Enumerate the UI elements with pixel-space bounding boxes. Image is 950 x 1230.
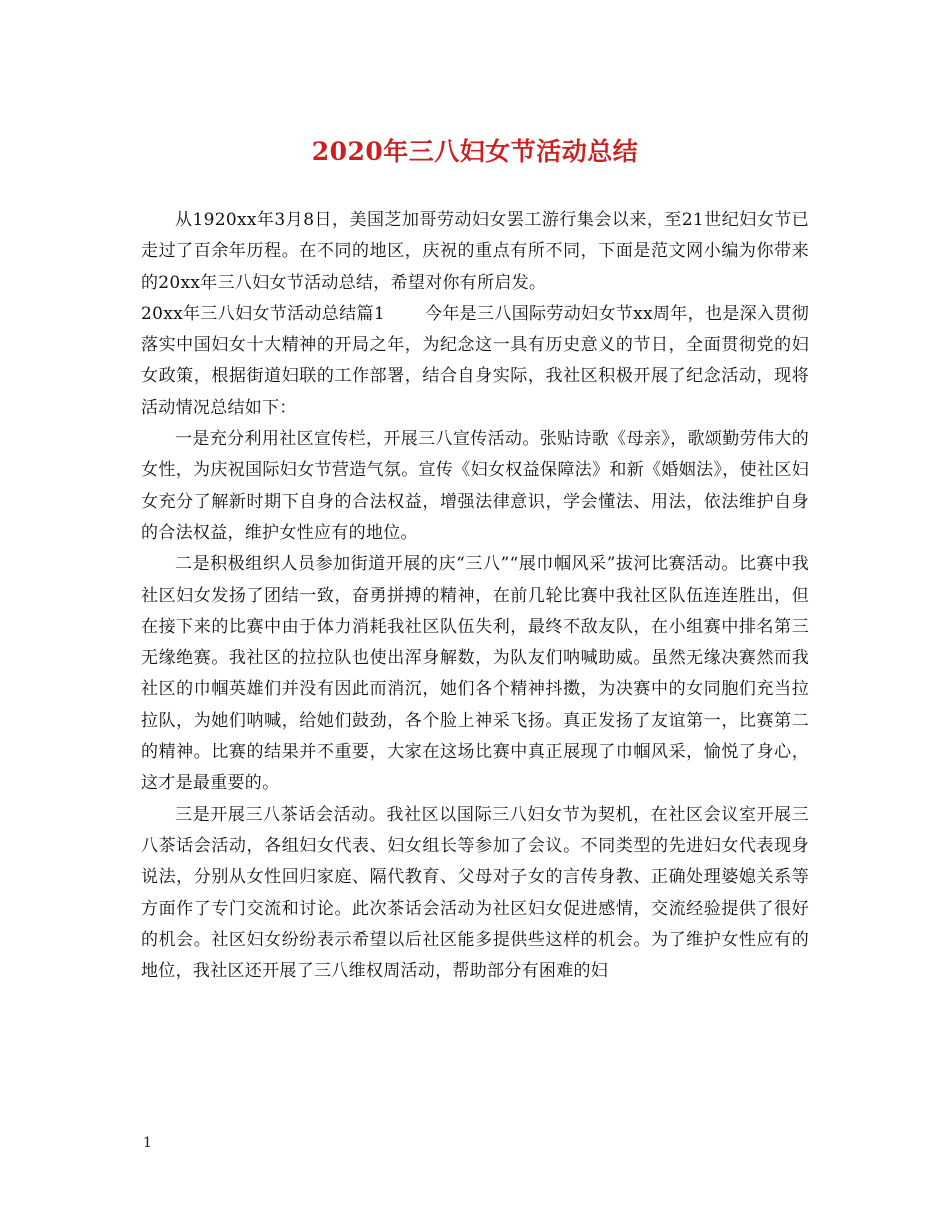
section-heading: 20xx年三八妇女节活动总结篇1: [141, 303, 385, 324]
point-3-paragraph: 三是开展三八茶话会活动。我社区以国际三八妇女节为契机，在社区会议室开展三八茶话会活动，各组妇女代表、妇女组长等参加了会议。不同类型的先进妇女代表现身说法，分别从女性回归家庭、隔代教育、父母对子女的言传身教、正确处理婆媳关系等方面作了专门交流和讨论。此次茶话会活动为社区妇女促进感情，交流经验提供了很好的机会。社区妇女纷纷表示希望以后社区能多提供些这样的机会。为了维护女性应有的地位，我社区还开展了三八维权周活动，帮助部分有困难的妇: [141, 804, 809, 982]
intro-paragraph: 从1920xx年3月8日，美国芝加哥劳动妇女罢工游行集会以来，至21世纪妇女节已走过了百余年历程。在不同的地区，庆祝的重点有所不同，下面是范文网小编为你带来的20xx年三八妇女节活动总结，希望对你有所启发。: [141, 210, 809, 293]
point-2-paragraph: 二是积极组织人员参加街道开展的庆“三八”“展巾帼风采”拔河比赛活动。比赛中我社区妇女发扬了团结一致，奋勇拼搏的精神，在前几轮比赛中我社区队伍连连胜出，但在接下来的比赛中由于体力消耗我社区队伍失利，最终不敌友队，在小组赛中排名第三无缘绝赛。我社区的拉拉队也使出浑身解数，为队友们呐喊助威。虽然无缘决赛然而我社区的巾帼英雄们并没有因此而消沉，她们各个精神抖擞，为决赛中的女同胞们充当拉拉队，为她们呐喊，给她们鼓劲，各个脸上神采飞扬。真正发扬了友谊第一，比赛第二的精神。比赛的结果并不重要，大家在这场比赛中真正展现了巾帼风采，愉悦了身心，这才是最重要的。: [141, 554, 809, 794]
document-body: [141, 205, 809, 987]
page-number: 1: [143, 1135, 152, 1151]
section-1-paragraph: [141, 299, 809, 424]
section-intro-text: 今年是三八国际劳动妇女节xx周年，也是深入贯彻落实中国妇女十大精神的开局之年，为纪念这一具有历史意义的节日，全面贯彻党的妇女政策，根据街道妇联的工作部署，结合自身实际，我社区积极开展了纪念活动，现将活动情况总结如下：: [141, 303, 809, 418]
point-1-paragraph: 一是充分利用社区宣传栏，开展三八宣传活动。张贴诗歌《母亲》，歌颂勤劳伟大的女性，为庆祝国际妇女节营造气氛。宣传《妇女权益保障法》和新《婚姻法》，使社区妇女充分了解新时期下自身的合法权益，增强法律意识，学会懂法、用法，依法维护自身的合法权益，维护女性应有的地位。: [141, 429, 809, 543]
document-title: 2020年三八妇女节活动总结: [311, 137, 639, 166]
